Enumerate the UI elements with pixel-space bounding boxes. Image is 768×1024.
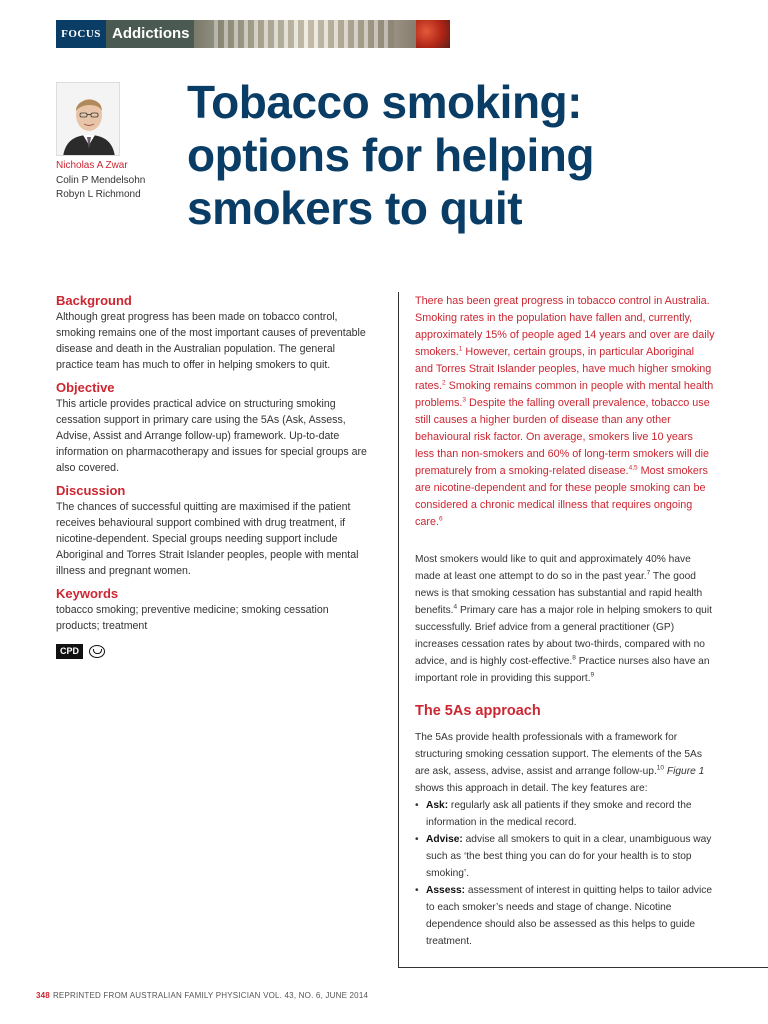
banner-photo [194,20,450,48]
author-name: Colin P Mendelsohn [56,174,146,186]
keywords-text: tobacco smoking; preventive medicine; smoking cessation products; treatment [56,604,329,632]
article-title: Tobacco smoking: options for helping smokers to quit [187,76,594,234]
reference-marker: 6 [439,515,443,523]
list-item: • Advise: advise all smokers to quit in a clear, unambiguous way such as ‘the best thing you can do for your health is to stop smoking’. [415,831,715,882]
list-item: • Ask: regularly ask all patients if they smoke and record the information in the medical record. [415,797,715,831]
column-divider [398,292,399,968]
author-portrait-icon [57,83,120,156]
reference-marker: 1 [458,345,463,353]
reference-marker: 10 [656,764,665,772]
reference-marker: 3 [462,396,467,404]
reference-marker: 2 [442,379,446,387]
cpd-badge: CPD [56,644,83,659]
reference-marker: 9 [590,671,595,679]
reference-marker: 4 [453,603,458,611]
abstract [56,292,374,659]
banner-photo-accent [416,20,450,48]
section-banner [56,20,450,48]
author-photo [56,82,120,156]
background-text: Although great progress has been made on tobacco control, smoking remains one of the most important causes of preventable disease and death in the Australian population. The general practice team has much to offer in helping smokers to quit. [56,311,366,371]
section-title: Addictions [112,25,190,42]
column-end-rule [398,967,768,968]
body-paragraph: The 5As provide health professionals with a framework for structuring smoking cessation support. The elements of the 5As are ask, assess, advise, assist and arrange follow-up.$^{10}$ Figure 1 shows this approach in detail. The key features are: [415,732,705,794]
lead-paragraph: There has been great progress in tobacco control in Australia. Smoking rates in the population have fallen and, currently, approximately 15% of people aged 14 years and over are daily smokers.$^1$ However, certain groups, in particular Aboriginal and Torres Strait Islander peoples, have much higher smoking rates.$^2$ Smoking remains common in people with mental health problems.$^3$ Despite the falling overall prevalence, tobacco use still causes a higher burden of disease than any other behavioural risk factor. On average, smokers live 10 years less than non-smokers and 60% of long-term smokers will die prematurely from a smoking-related disease.$^{4,5}$ Most smokers are nicotine-dependent and for these people smoking can be considered a chronic medical illness that requires ongoing care.$^6$ [415,295,715,528]
reference-marker: 7 [646,569,651,577]
key-features-list [415,797,715,950]
page-number: 348 [36,991,50,1000]
footer-citation: REPRINTED FROM AUSTRALIAN FAMILY PHYSICIAN VOL. 43, NO. 6, JUNE 2014 [52,991,369,1000]
objective-heading: Objective [56,380,115,395]
reference-marker: 4,5 [628,464,638,472]
cpd-points-icon [89,645,105,658]
list-item: • Assess: assessment of interest in quitting helps to tailor advice to each smoker’s needs and stage of change. Nicotine dependence should also be assessed as this helps to guide treatment. [415,882,715,950]
cpd-badges [56,644,374,659]
keywords-heading: Keywords [56,586,119,601]
author-list [56,159,145,203]
discussion-heading: Discussion [56,483,126,498]
figure-reference: Figure 1 [666,766,705,777]
section-heading-5as: The 5As approach [415,703,541,719]
discussion-text: The chances of successful quitting are maximised if the patient receives behavioural support combined with drug treatment, if nicotine-dependent. Special groups needing support include Aboriginal and Torres Strait Islander peoples, people with mental illness and pregnant women. [56,501,359,577]
article-body [415,293,715,950]
author-name: Robyn L Richmond [56,189,141,200]
author-name: Nicholas A Zwar [56,160,128,171]
objective-text: This article provides practical advice on structuring smoking cessation support in primary care using the 5As (Ask, Assess, Advise, Assist and Arrange follow-up) framework. Up-to-date information on pharmacotherapy and issues for special groups are also covered. [56,398,367,474]
page-footer [36,991,368,1000]
focus-tag: FOCUS [56,20,106,48]
reference-marker: 8 [572,654,576,662]
background-heading: Background [56,293,132,308]
body-paragraph: Most smokers would like to quit and approximately 40% have made at least one attempt to do so in the past year.$^7$ The good news is that smoking cessation has substantial and rapid health benefits.$^4$ Primary care has a major role in helping smokers to quit successfully. Brief advice from a general practitioner (GP) increases cessation rates by about two-thirds, compared with no advice, and is highly cost-effective.$^8$ Practice nurses also have an important role in providing this support.$^9$ [415,554,712,684]
